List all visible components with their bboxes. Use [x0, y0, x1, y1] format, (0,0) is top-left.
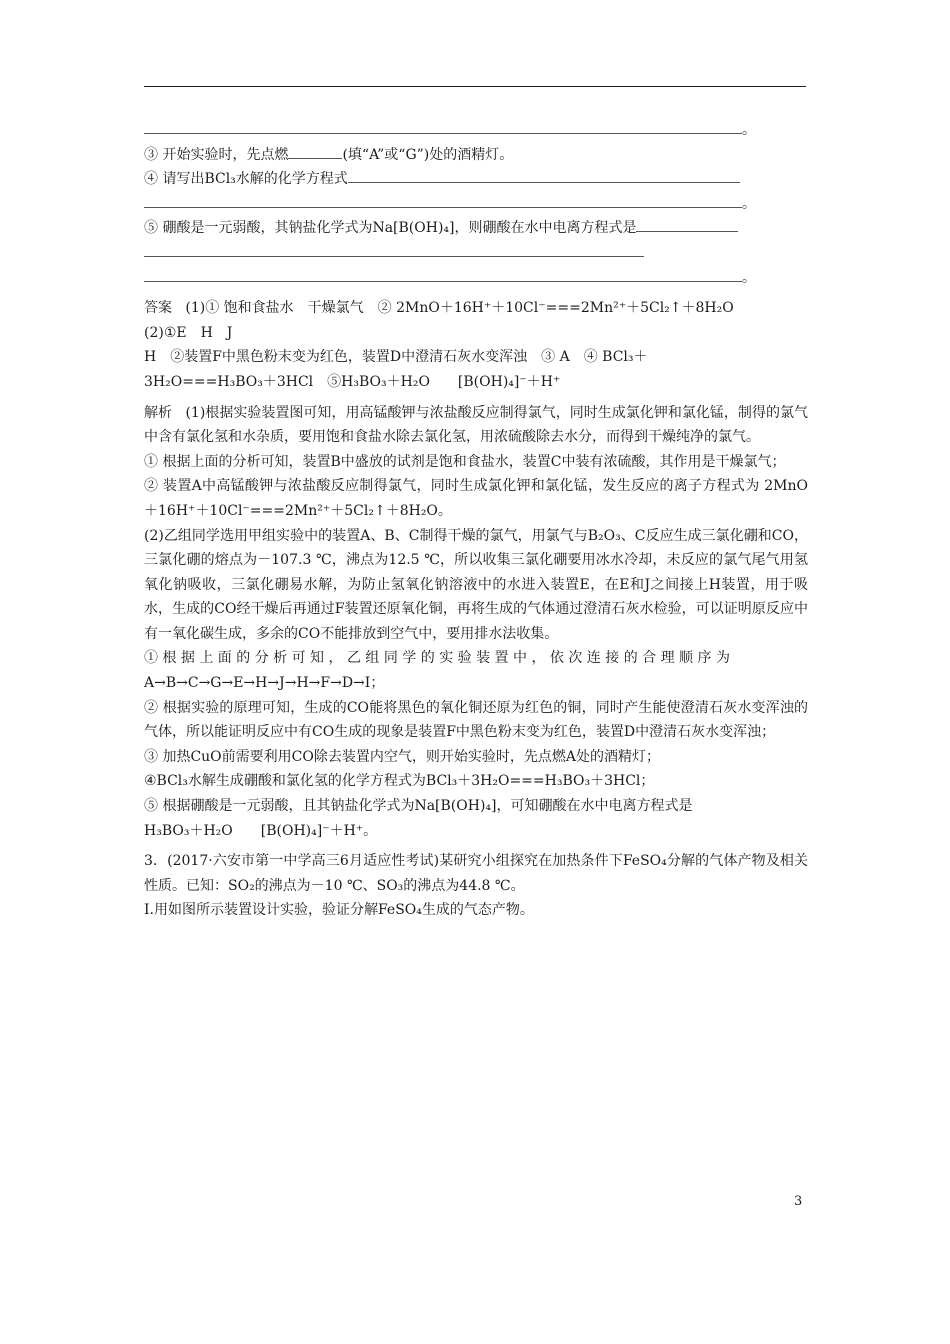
analysis-label: 解析	[144, 404, 173, 421]
analysis-paragraph	[144, 401, 808, 450]
answer-text: (1)① 饱和食盐水 干燥氯气 ② 2MnO＋16H⁺＋10Cl⁻===2Mn²⁺＋5Cl₂↑＋8H₂O	[185, 300, 734, 317]
analysis-paragraph: ① 根据上面的分析可知，装置B中盛放的试剂是饱和食盐水，装置C中装有浓硫酸，其作用是干燥氯气；	[144, 453, 786, 470]
question-4-text: ④ 请写出BCl₃水解的化学方程式	[144, 171, 348, 188]
fill-blank[interactable]	[288, 144, 342, 159]
question-5-text: ⑤ 硼酸是一元弱酸，其钠盐化学式为Na[B(OH)₄]，则硼酸在水中电离方程式是	[144, 220, 637, 237]
analysis-paragraph: ② 装置A中高锰酸钾与浓盐酸反应制得氯气，同时生成氯化钾和氯化锰，发生反应的离子方程式为 2MnO＋16H⁺＋10Cl⁻===2Mn²⁺＋5Cl₂↑＋8H₂O。	[144, 478, 808, 519]
analysis-text: (1)根据实验装置图可知，用高锰酸钾与浓盐酸反应制得氯气，同时生成氯化钾和氯化锰，制得的氯气中含有氯化氢和水杂质，要用饱和食盐水除去氯化氢，用浓硫酸除去水分，而得到干燥纯净的氯气。	[144, 404, 808, 446]
analysis-paragraph: ③ 加热CuO前需要利用CO除去装置内空气，则开始实验时，先点燃A处的酒精灯；	[144, 748, 660, 765]
answer-blank-line	[144, 266, 808, 291]
analysis-paragraph: H₃BO₃＋H₂O [B(OH)₄]⁻＋H⁺。	[144, 822, 378, 839]
answer-line-2: (2)①E H J	[144, 324, 233, 341]
answer-line-1	[144, 296, 808, 321]
page-number: 3	[794, 1194, 803, 1209]
analysis-paragraph: ② 根据实验的原理可知，生成的CO能将黑色的氧化铜还原为红色的铜，同时产生能使澄清石灰水变浑浊的气体，所以能证明反应中有CO生成的现象是装置F中黑色粉末变为红色，装置D中澄清石灰水变浑浊；	[144, 699, 808, 741]
answer-line-4: 3H₂O===H₃BO₃＋3HCl ⑤H₃BO₃＋H₂O [B(OH)₄]⁻＋H⁺	[144, 373, 561, 390]
fill-blank[interactable]	[144, 193, 742, 208]
header-rule	[144, 86, 806, 87]
question-3-tail: (填“A”或“G”)处的酒精灯。	[342, 146, 514, 163]
question-3-text: ③ 开始实验时，先点燃	[144, 146, 289, 163]
fill-blank[interactable]	[348, 168, 740, 183]
analysis-paragraph: ⑤ 根据硼酸是一元弱酸，且其钠盐化学式为Na[B(OH)₄]，可知硼酸在水中电离方程式是	[144, 798, 693, 815]
question-3-intro: 3．(2017·六安市第一中学高三6月适应性考试)某研究小组探究在加热条件下FeSO₄分解的气体产物及相关性质。已知：SO₂的沸点为－10 ℃、SO₃的沸点为44.8 ℃。	[144, 853, 808, 894]
analysis-paragraph: ① 根 据 上 面 的 分 析 可 知 ， 乙 组 同 学 的 实 验 装 置 中 ， 依 次 连 接 的 合 理 顺 序 为	[144, 650, 730, 667]
question-3-part-1: Ⅰ.用如图所示装置设计实验，验证分解FeSO₄生成的气态产物。	[144, 902, 534, 919]
answer-blank-line	[144, 118, 808, 143]
content	[144, 118, 808, 923]
analysis-paragraph: ④BCl₃水解生成硼酸和氯化氢的化学方程式为BCl₃＋3H₂O===H₃BO₃＋3HCl；	[144, 773, 655, 790]
end-mark: 。	[742, 269, 756, 286]
answer-label: 答案	[144, 300, 172, 317]
analysis-paragraph: (2)乙组同学选用甲组实验中的装置A、B、C制得干燥的氯气，用氯气与B₂O₃、C反应生成三氯化硼和CO，三氯化硼的熔点为－107.3 ℃，沸点为12.5 ℃，所以收集三氯化硼要用冰水冷却，未反应的氯气尾气用氢氧化钠吸收，三氯化硼易水解，为防止氢氧化钠溶液中的水进入装置E，在E和J之间接上H装置，用于吸水，生成的CO经干燥后再通过F装置还原氧化铜，再将生成的气体通过澄清石灰水检验，可以证明原反应中有一氧化碳生成，多余的CO不能排放到空气中，要用排水法收集。	[144, 527, 808, 642]
fill-blank[interactable]	[636, 217, 738, 232]
question-3-line	[144, 143, 808, 168]
fill-blank[interactable]	[144, 267, 742, 282]
answer-blank-line	[144, 192, 808, 217]
analysis-paragraph: A→B→C→G→E→H→J→H→F→D→I；	[144, 675, 385, 692]
question-5-line	[144, 216, 808, 241]
fill-blank[interactable]	[144, 119, 742, 134]
fill-blank[interactable]	[144, 242, 644, 257]
question-4-line	[144, 167, 808, 192]
answer-line-3: H ②装置F中黑色粉末变为红色，装置D中澄清石灰水变浑浊 ③ A ④ BCl₃＋	[144, 349, 648, 366]
end-mark: 。	[742, 122, 756, 138]
answer-blank-line	[144, 241, 808, 266]
end-mark: 。	[742, 195, 756, 212]
